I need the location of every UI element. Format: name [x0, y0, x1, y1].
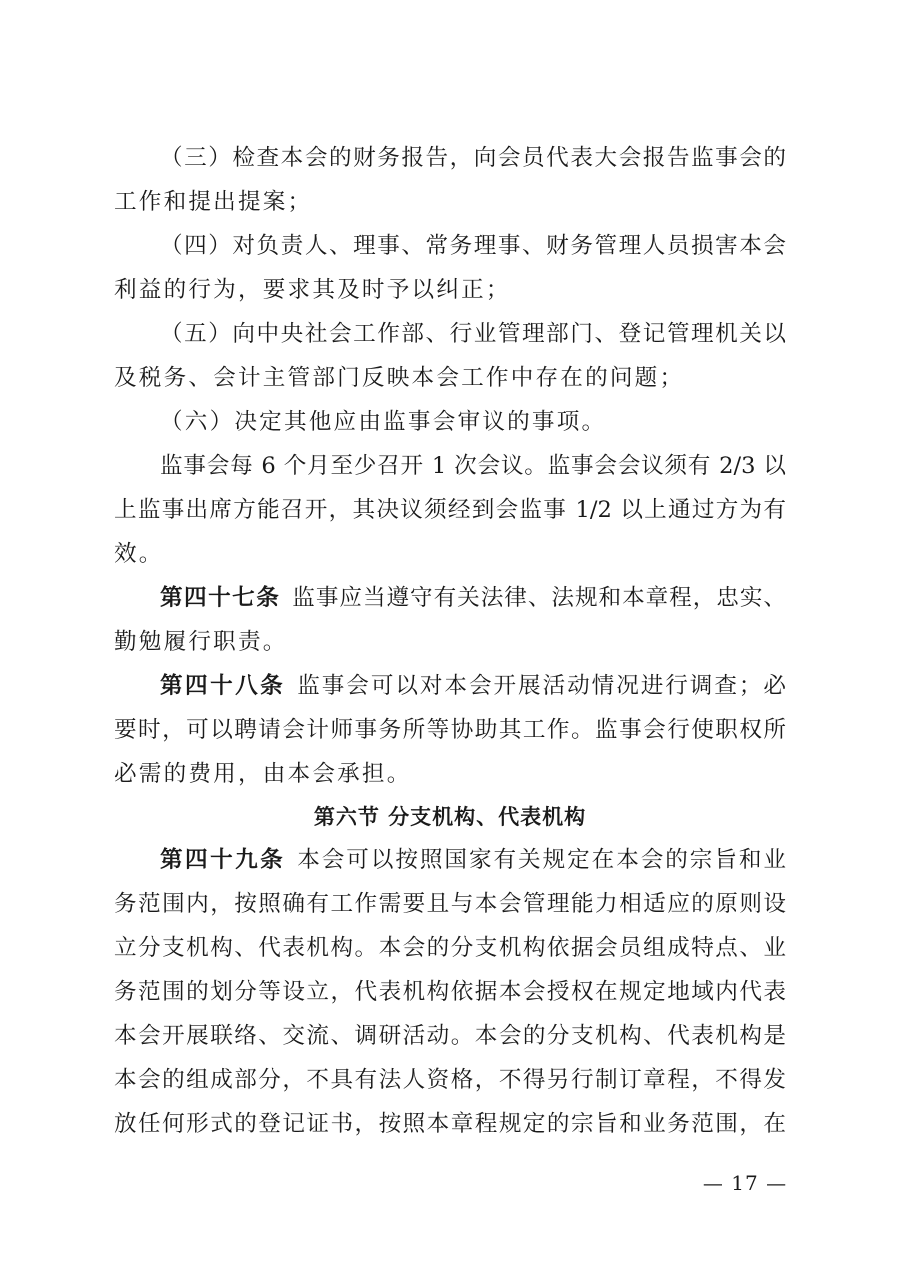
page-number: — 17 — — [702, 1171, 788, 1195]
article-48-line-3: 必需的费用，由本会承担。 — [114, 761, 412, 787]
meeting-rule-line-1: 监事会每 6 个月至少召开 1 次会议。监事会会议须有 2/3 以 — [160, 453, 786, 479]
article-49-line-5: 本会开展联络、交流、调研活动。本会的分支机构、代表机构是 — [114, 1023, 786, 1049]
item-5-line-1: （五）向中央社会工作部、行业管理部门、登记管理机关以 — [160, 321, 786, 347]
article-48-line-1 — [160, 666, 786, 706]
article-49-line-4: 务范围的划分等设立，代表机构依据本会授权在规定地域内代表 — [114, 979, 786, 1005]
section-heading: 第六节 分支机构、代表机构 — [313, 805, 587, 829]
item-6-line-1: （六）决定其他应由监事会审议的事项。 — [160, 409, 607, 435]
article-49-line-3: 立分支机构、代表机构。本会的分支机构依据会员组成特点、业 — [114, 935, 786, 961]
article-48-line-2: 要时，可以聘请会计师事务所等协助其工作。监事会行使职权所 — [114, 717, 786, 743]
article-47-label: 第四十七条 — [160, 585, 281, 611]
item-3-line-2: 工作和提出提案； — [114, 189, 313, 215]
article-49-line-6: 本会的组成部分，不具有法人资格，不得另行制订章程，不得发 — [114, 1067, 786, 1093]
article-49-label: 第四十九条 — [160, 847, 286, 873]
article-49-line-7: 放任何形式的登记证书，按照本章程规定的宗旨和业务范围，在 — [114, 1111, 786, 1137]
meeting-rule-line-2: 上监事出席方能召开，其决议须经到会监事 1/2 以上通过方为有 — [114, 497, 786, 523]
item-5-line-2: 及税务、会计主管部门反映本会工作中存在的问题； — [114, 365, 685, 391]
article-49-line-1 — [160, 840, 786, 880]
article-47-line-2: 勤勉履行职责。 — [114, 629, 288, 655]
article-47-line-1 — [160, 578, 786, 618]
meeting-rule-line-3: 效。 — [114, 541, 164, 567]
item-4-line-2: 利益的行为，要求其及时予以纠正； — [114, 277, 511, 303]
item-3-line-1: （三）检查本会的财务报告，向会员代表大会报告监事会的 — [160, 145, 786, 171]
article-48-text-1: 监事会可以对本会开展活动情况进行调查；必 — [297, 673, 786, 699]
article-47-text-1: 监事应当遵守有关法律、法规和本章程，忠实、 — [292, 585, 786, 611]
article-48-label: 第四十八条 — [160, 673, 286, 699]
item-4-line-1: （四）对负责人、理事、常务理事、财务管理人员损害本会 — [160, 233, 786, 259]
article-49-text-1: 本会可以按照国家有关规定在本会的宗旨和业 — [297, 847, 786, 873]
article-49-line-2: 务范围内，按照确有工作需要且与本会管理能力相适应的原则设 — [114, 891, 786, 917]
